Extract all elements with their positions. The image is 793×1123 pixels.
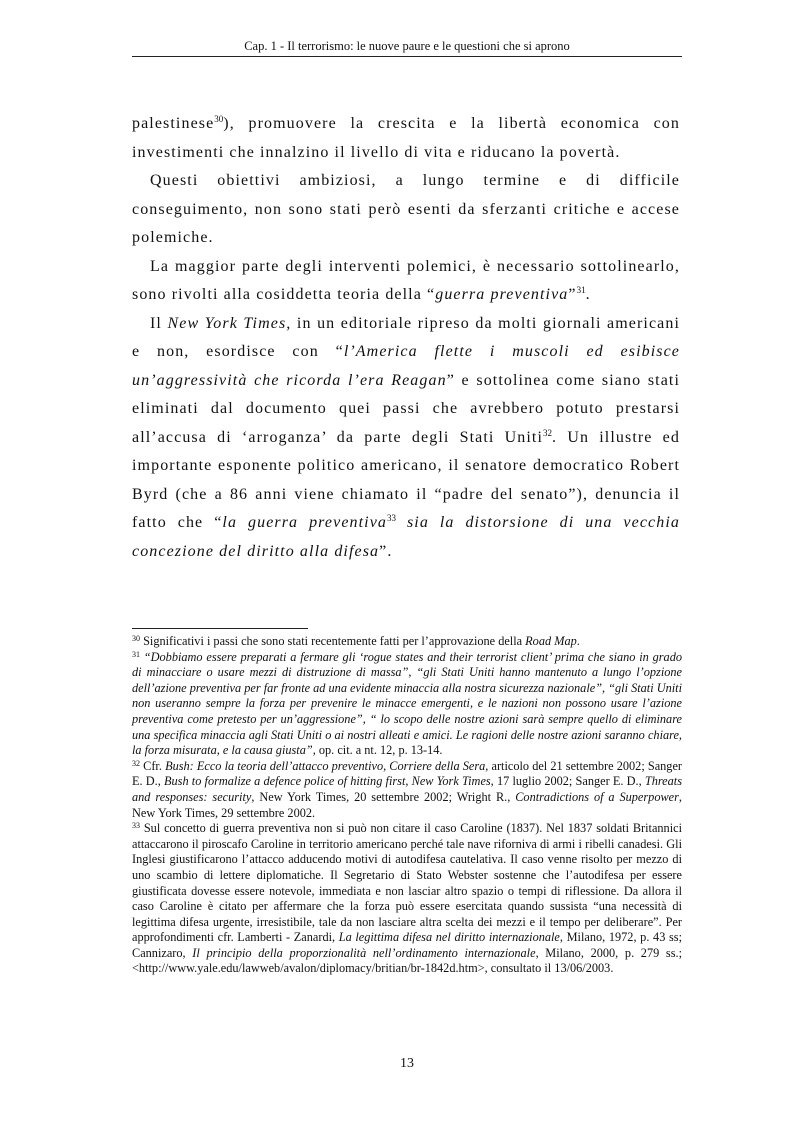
footnote-32: $^{32}$ Cfr. Bush: Ecco la teoria dell’attacco preventivo, Corriere della Sera, articolo del 21 settembre 2002; Sanger E. D., Bush to formalize a defence police of hitting first, New York Times, 17 luglio 2002; Sanger E. D., Threats and responses: security, New York Times, 20 settembre 2002; Wright R., Contradictions of a Superpower, New York Times, 29 settembre 2002. (132, 758, 683, 820)
footnote-30: $^{30}$ Significativi i passi che sono stati recentemente fatti per l’approvazione della Road Map. (132, 634, 580, 648)
page-number: 13 (400, 1056, 414, 1071)
main-text (132, 110, 680, 566)
paragraph-2: Questi obiettivi ambiziosi, a lungo termine e di difficile conseguimento, non sono stati però esenti da sferzanti critiche e accese polemiche. (132, 172, 680, 246)
paragraph-4: Il New York Times, in un editoriale ripreso da molti giornali americani e non, esordisce con “l’America flette i muscoli ed esibisce un’aggressività che ricorda l’era Reagan” e sottolinea come siano stati eliminati dal documento quei passi che avrebbero potuto prestarsi all’accusa di ‘arroganza’ da parte degli Stati Uniti$^{32}$. Un illustre ed importante esponente politico americano, il senatore democratico Robert Byrd (che a 86 anni viene chiamato il “padre del senato”), denuncia il fatto che “la guerra preventiva$^{33}$ sia la distorsione di una vecchia concezione del diritto alla difesa”. (132, 314, 681, 560)
footnote-31: $^{31}$ “Dobbiamo essere preparati a fermare gli ‘rogue states and their terrorist client’ prima che siano in grado di minacciare o usare mezzi di distruzione di massa”, “gli Stati Uniti hanno mantenuto a lungo l’opzione dell’azione preventiva per far fronte ad una evidente minaccia alla nostra sicurezza nazionale”, “gli Stati Uniti non useranno sempre la forza per prevenire le minacce emergenti, e le nazioni non possono usare l’azione preventiva come pretesto per un’aggressione”, “ lo scopo delle nostre azioni sarà sempre quello di eliminare una specifica minaccia agli Stati Uniti o ai nostri alleati e amici. Le ragioni delle nostre azioni saranno chiare, la forza misurata, e la causa giusta”, op. cit. a nt. 12, p. 13-14. (132, 649, 682, 758)
footnote-ref-33[interactable]: 33 (387, 513, 397, 523)
footnotes (132, 634, 682, 977)
paragraph-1: palestinese$^{30}$), promuovere la crescita e la libertà economica con investimenti che innalzino il livello di vita e riducano la povertà. (132, 114, 680, 161)
footnote-ref-30[interactable]: 30 (214, 114, 224, 124)
footnote-rule (132, 628, 308, 629)
running-header: Cap. 1 - Il terrorismo: le nuove paure e le questioni che si aprono (244, 39, 570, 53)
header-rule (132, 56, 682, 57)
footnote-33: $^{33}$ Sul concetto di guerra preventiva non si può non citare il caso Caroline (1837). Nel 1837 soldati Britannici attaccarono il piroscafo Caroline in territorio americano perché tale nave riforniva di armi i ribelli canadesi. Gli Inglesi giustificarono l’attacco adducendo motivi di autodifesa cautelativa. Il caso venne risolto per mezzo di uno scambio di lettere diplomatiche. Il Segretario di Stato Webster sostenne che l’autodifesa per essere giustificata dovesse essere notevole, immediata e non lasciar altro spazio o tempi di riflessione. Da allora il caso Caroline è citato per affermare che la forza può essere esercitata quando sussista “una necessità di legittima difesa urgente, irresistibile, tale da non lasciare altra scelta dei mezzi e il tempo per deliberare”. Per approfondimenti cfr. Lamberti - Zanardi, La legittima difesa nel diritto internazionale, Milano, 1972, p. 43 ss; Cannizaro, Il principio della proporzionalità nell’ordinamento internazionale, Milano, 2000, p. 279 ss.; <http://www.yale.edu/lawweb/avalon/diplomacy/britian/br-1842d.htm>, consultato il 13/06/2003. (132, 821, 682, 976)
footnote-ref-32[interactable]: 32 (543, 427, 553, 438)
footnote-ref-31[interactable]: 31 (576, 285, 586, 295)
paragraph-3: La maggior parte degli interventi polemici, è necessario sottolinearlo, sono rivolti alla cosiddetta teoria della “guerra preventiva”$^{31}$. (132, 257, 680, 303)
